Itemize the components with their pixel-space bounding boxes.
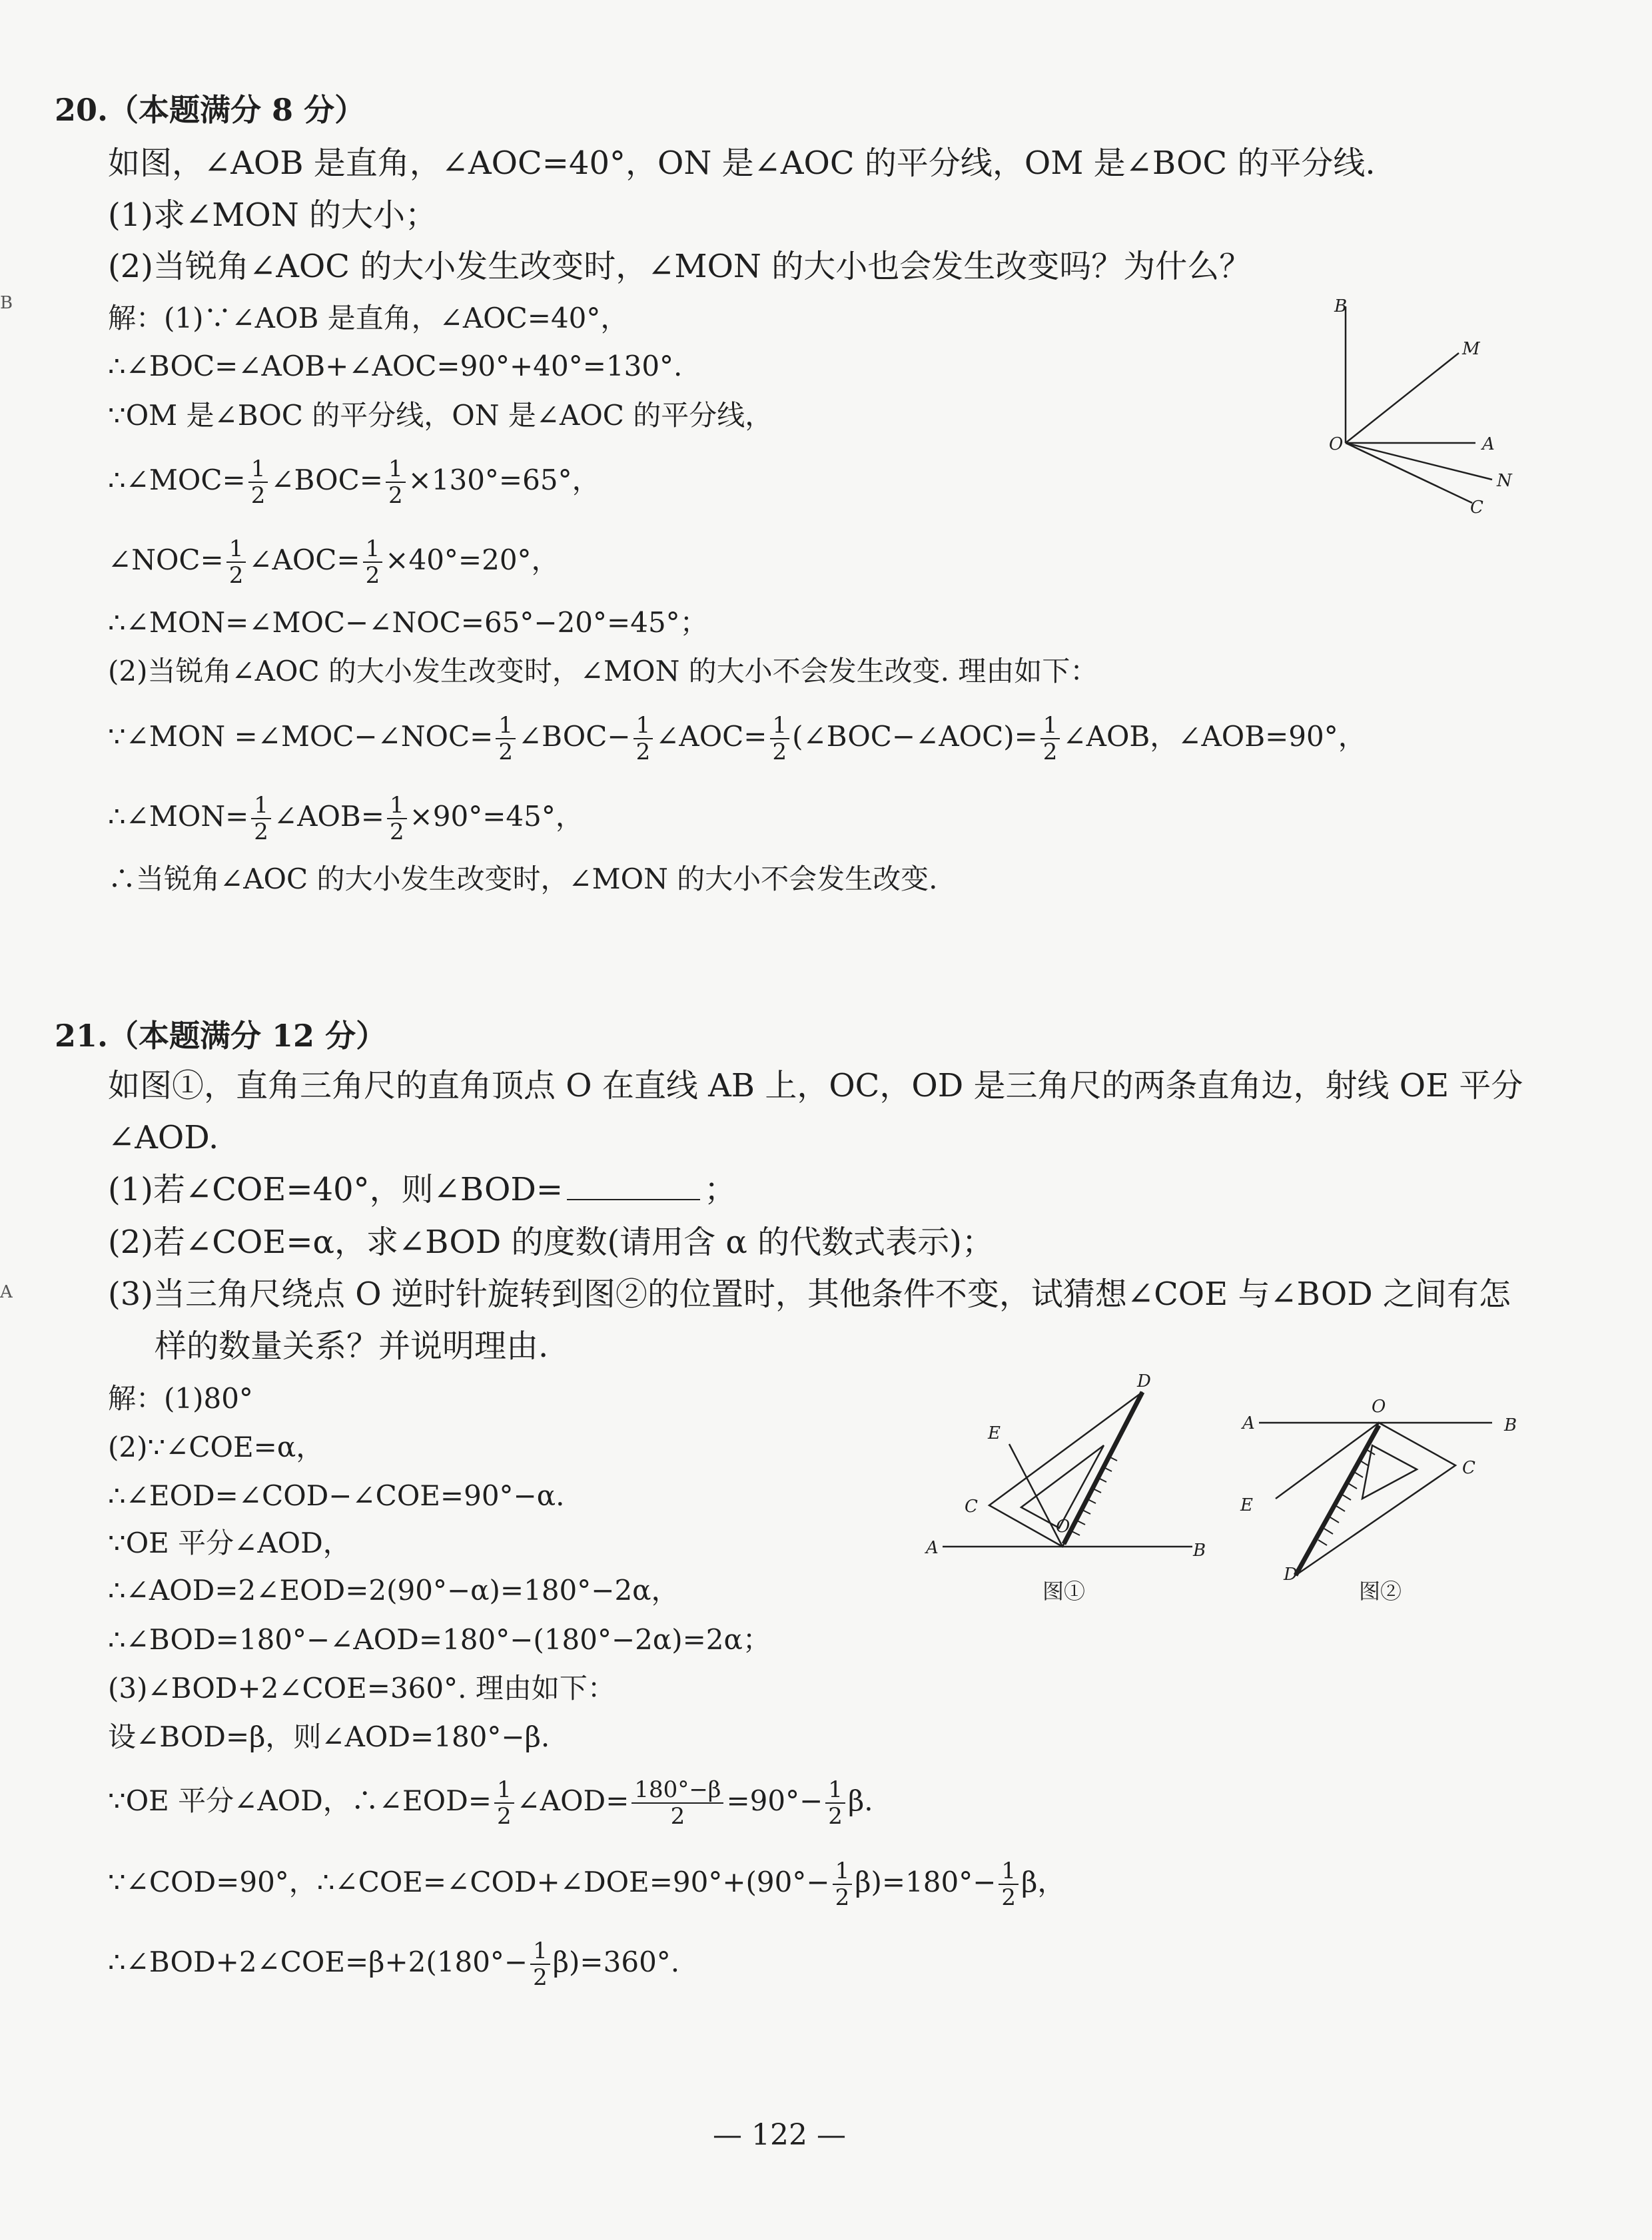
label-B: B [1193, 1541, 1206, 1561]
q21-solution-line1: 解：(1)80° [108, 1382, 253, 1415]
label-E: E [1240, 1495, 1253, 1515]
q20-solution-line2: ∴∠BOC=∠AOB+∠AOC=90°+40°=130°. [108, 350, 683, 382]
fig2-caption: 图② [1359, 1579, 1402, 1604]
q20-solution-line8: ∵∠MON =∠MOC−∠NOC= $\frac{1}{2}$ ∠BOC− $\frac{1}{2}$ ∠AOC= $\frac{1}{2}$ (∠BOC−∠AOC)= $\frac{1}{2}$ ∠AOB，∠AOB=90°， [108, 712, 1366, 765]
q20-solution-line10: ∴当锐角∠AOC 的大小发生改变时，∠MON 的大小不会发生改变. [108, 863, 938, 895]
q20-solution-line3: ∵OM 是∠BOC 的平分线，ON 是∠AOC 的平分线， [108, 399, 773, 432]
q21-figure-1 [923, 1372, 1236, 1612]
q21-part1: (1)若∠COE=40°，则∠BOD= ； [108, 1171, 737, 1208]
fraction-half: $\frac{1}{2}$ [226, 536, 246, 588]
q21-part3-line2: 样的数量关系？并说明理由. [155, 1327, 549, 1365]
page-number: — 122 — [713, 2118, 846, 2152]
label-C: C [1470, 498, 1483, 518]
label-C: C [1462, 1458, 1475, 1478]
ray-OC [1346, 443, 1472, 503]
q21-solution-line7: (3)∠BOD+2∠COE=360°. 理由如下： [108, 1672, 616, 1704]
fraction-half: $\frac{1}{2}$ [1040, 713, 1060, 765]
q20-header: 20.（本题满分 8 分） [55, 92, 366, 128]
q20-part1: (1)求∠MON 的大小； [108, 196, 437, 234]
label-B: B [1334, 296, 1348, 316]
q20-solution-line7: (2)当锐角∠AOC 的大小发生改变时，∠MON 的大小不会发生改变. 理由如下： [108, 655, 1098, 687]
q20-stem: 如图，∠AOB 是直角，∠AOC=40°，ON 是∠AOC 的平分线，OM 是∠BOC 的平分线. [108, 145, 1376, 182]
q21-stem-line1: 如图①，直角三角尺的直角顶点 O 在直线 AB 上，OC，OD 是三角尺的两条直角边，射线 OE 平分 [108, 1067, 1523, 1104]
fraction-half: $\frac{1}{2}$ [530, 1938, 550, 1990]
ruler-edge-OD [1296, 1425, 1379, 1575]
q20-solution-line5: ∠NOC= $\frac{1}{2}$ ∠AOC= $\frac{1}{2}$ ×40°=20°， [108, 536, 560, 589]
q21-stem-line2: ∠AOD. [108, 1119, 219, 1156]
q20-solution-line1: 解：(1)∵∠AOB 是直角，∠AOC=40°， [108, 302, 629, 334]
fraction-half: $\frac{1}{2}$ [494, 1777, 514, 1829]
fraction-half: $\frac{1}{2}$ [496, 713, 516, 765]
ray-OM [1346, 353, 1459, 443]
q21-figure-2 [1229, 1372, 1522, 1612]
label-D: D [1284, 1565, 1298, 1585]
q21-solution-line10: ∵∠COD=90°，∴∠COE=∠COD+∠DOE=90°+(90°− $\frac{1}{2}$ β)=180°− $\frac{1}{2}$ β， [108, 1858, 1066, 1911]
q21-solution-line9: ∵OE 平分∠AOD，∴∠EOD= $\frac{1}{2}$ ∠AOD= $\frac{180^\circ-\beta}{2}$ =90°− $\frac{1}{2}$ β. [108, 1776, 873, 1830]
margin-mark-top: B [0, 293, 13, 313]
q21-solution-line2: (2)∵∠COE=α， [108, 1431, 324, 1463]
ray-ON [1346, 443, 1492, 480]
q21-solution-line3: ∴∠EOD=∠COD−∠COE=90°−α. [108, 1479, 565, 1512]
label-E: E [988, 1423, 1001, 1443]
fraction-half: $\frac{1}{2}$ [387, 793, 407, 845]
q20-solution-line4: ∴∠MOC= $\frac{1}{2}$ ∠BOC= $\frac{1}{2}$ ×130°=65°， [108, 456, 600, 509]
q21-solution-line5: ∴∠AOD=2∠EOD=2(90°−α)=180°−2α， [108, 1574, 679, 1607]
label-D: D [1137, 1371, 1151, 1391]
q21-solution-line11: ∴∠BOD+2∠COE=β+2(180°− $\frac{1}{2}$ β)=360°. [108, 1938, 680, 1991]
ruler-edge-OD [1064, 1392, 1142, 1544]
label-C: C [965, 1497, 978, 1517]
answer-blank[interactable] [567, 1170, 700, 1200]
fraction-half: $\frac{1}{2}$ [833, 1858, 853, 1910]
fraction-half: $\frac{1}{2}$ [248, 456, 268, 508]
q20-part2: (2)当锐角∠AOC 的大小发生改变时，∠MON 的大小也会发生改变吗？为什么？ [108, 248, 1252, 285]
fraction-half: $\frac{1}{2}$ [770, 713, 790, 765]
fig1-caption: 图① [1042, 1579, 1086, 1604]
q20-figure [1322, 293, 1522, 533]
q20-solution-line9: ∴∠MON= $\frac{1}{2}$ ∠AOB= $\frac{1}{2}$ ×90°=45°， [108, 792, 584, 845]
q20-solution-line6: ∴∠MON=∠MOC−∠NOC=65°−20°=45°； [108, 606, 708, 639]
margin-mark-bottom: A [0, 1282, 13, 1302]
fraction-half: $\frac{1}{2}$ [633, 713, 653, 765]
label-N: N [1497, 471, 1512, 491]
fraction-half: $\frac{1}{2}$ [363, 536, 383, 588]
fraction-beta: $\frac{180^\circ-\beta}{2}$ [631, 1777, 723, 1829]
q21-header: 21.（本题满分 12 分） [55, 1018, 387, 1054]
q21-solution-line8: 设∠BOD=β，则∠AOD=180°−β. [108, 1720, 550, 1753]
ray-OE [1276, 1423, 1379, 1499]
label-A: A [1242, 1413, 1255, 1433]
label-B: B [1504, 1415, 1517, 1435]
q21-solution-line6: ∴∠BOD=180°−∠AOD=180°−(180°−2α)=2α； [108, 1623, 771, 1656]
fraction-half: $\frac{1}{2}$ [999, 1858, 1019, 1910]
label-O: O [1329, 434, 1344, 454]
label-A: A [926, 1538, 939, 1558]
label-O: O [1056, 1517, 1070, 1537]
q21-part3-line1: (3)当三角尺绕点 O 逆时针旋转到图②的位置时，其他条件不变，试猜想∠COE 与∠BOD 之间有怎 [108, 1276, 1511, 1313]
fraction-half: $\frac{1}{2}$ [251, 793, 271, 845]
q21-solution-line4: ∵OE 平分∠AOD， [108, 1527, 351, 1559]
label-A: A [1482, 434, 1495, 454]
triangle-ruler-inner [1362, 1445, 1417, 1499]
fraction-half: $\frac{1}{2}$ [386, 456, 406, 508]
fraction-half: $\frac{1}{2}$ [825, 1777, 845, 1829]
q21-part2: (2)若∠COE=α，求∠BOD 的度数(请用含 α 的代数式表示)； [108, 1224, 994, 1261]
label-O: O [1372, 1397, 1386, 1417]
label-M: M [1462, 339, 1480, 359]
triangle-ruler-outer [1296, 1423, 1455, 1575]
